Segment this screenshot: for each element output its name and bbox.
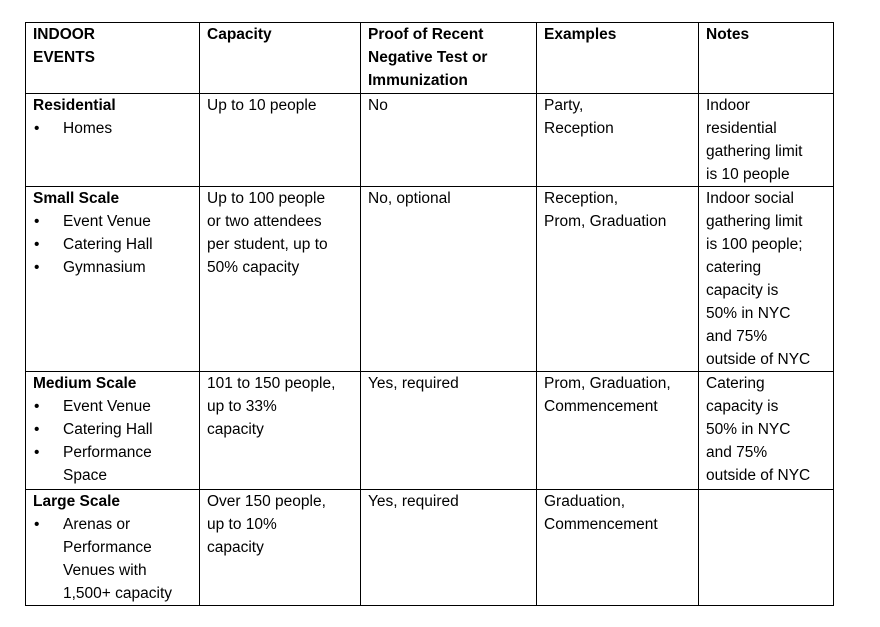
proof-cell: [361, 187, 537, 372]
venue-list-item: [33, 117, 195, 140]
capacity-text: 101 to 150 people,: [207, 375, 336, 392]
capacity-text: or two attendees: [207, 213, 322, 230]
venue-text: Space: [63, 467, 107, 484]
notes-cell: [699, 94, 834, 187]
notes-text: 50% in NYC: [706, 421, 791, 438]
header-indoor-events: [26, 23, 200, 94]
header-examples: [537, 23, 699, 94]
notes-text: residential: [706, 120, 777, 137]
examples-text: Graduation,: [544, 493, 625, 510]
examples-text: Prom, Graduation,: [544, 375, 671, 392]
venue-text: • Event Venue: [63, 398, 151, 415]
proof-cell: [361, 490, 537, 606]
examples-cell: [537, 490, 699, 606]
capacity-text: capacity: [207, 539, 264, 556]
proof-text: Yes, required: [368, 493, 459, 510]
table-row: [26, 372, 834, 490]
examples-text: Commencement: [544, 398, 658, 415]
venue-list-item: [33, 233, 195, 256]
venue-text: • Performance: [63, 444, 152, 461]
event-category-cell: [26, 94, 200, 187]
capacity-text: up to 33%: [207, 398, 277, 415]
notes-text: catering: [706, 259, 762, 276]
venue-text: Venues with: [63, 562, 147, 579]
venue-text: • Gymnasium: [63, 259, 146, 276]
venue-list-item: [33, 418, 195, 441]
notes-text: capacity is: [706, 282, 779, 299]
header-text: Negative Test or: [368, 49, 488, 66]
venue-list: [33, 210, 195, 279]
header-text: Proof of Recent: [368, 26, 484, 43]
examples-cell: [537, 94, 699, 187]
venue-text: 1,500+ capacity: [63, 585, 173, 602]
table-row: [26, 94, 834, 187]
venue-list-item: [33, 513, 195, 605]
notes-text: outside of NYC: [706, 467, 811, 484]
notes-text: Indoor social: [706, 190, 794, 207]
header-text: Examples: [544, 26, 617, 43]
event-category-cell: [26, 372, 200, 490]
examples-text: Prom, Graduation: [544, 213, 667, 230]
proof-text: No, optional: [368, 190, 451, 207]
venue-list-item: [33, 441, 195, 487]
capacity-text: 50% capacity: [207, 259, 300, 276]
notes-text: 50% in NYC: [706, 305, 791, 322]
event-category-title: Small Scale: [33, 190, 120, 207]
venue-list: [33, 395, 195, 487]
notes-cell: [699, 490, 834, 606]
notes-text: Catering: [706, 375, 765, 392]
event-category-title: Residential: [33, 97, 116, 114]
capacity-text: Over 150 people,: [207, 493, 326, 510]
notes-text: and 75%: [706, 444, 768, 461]
header-proof: [361, 23, 537, 94]
capacity-text: capacity: [207, 421, 264, 438]
venue-list: [33, 117, 195, 140]
venue-text: Performance: [63, 539, 152, 556]
event-category-title: Medium Scale: [33, 375, 137, 392]
header-text: EVENTS: [33, 49, 96, 66]
venue-list-item: [33, 210, 195, 233]
notes-cell: [699, 187, 834, 372]
notes-text: capacity is: [706, 398, 779, 415]
venue-text: • Catering Hall: [63, 421, 153, 438]
header-text: Notes: [706, 26, 750, 43]
capacity-cell: [200, 94, 361, 187]
header-text: Capacity: [207, 26, 272, 43]
examples-text: Party,: [544, 97, 584, 114]
table-body: [26, 94, 834, 606]
table-row: [26, 187, 834, 372]
capacity-cell: [200, 372, 361, 490]
notes-text: gathering limit: [706, 143, 803, 160]
notes-cell: [699, 372, 834, 490]
notes-text: is 100 people;: [706, 236, 803, 253]
capacity-text: per student, up to: [207, 236, 328, 253]
venue-text: • Catering Hall: [63, 236, 153, 253]
header-notes: [699, 23, 834, 94]
venue-text: • Event Venue: [63, 213, 151, 230]
examples-text: Reception,: [544, 190, 619, 207]
notes-text: Indoor: [706, 97, 750, 114]
examples-cell: [537, 372, 699, 490]
examples-text: Reception: [544, 120, 614, 137]
proof-cell: [361, 94, 537, 187]
venue-list: [33, 513, 195, 605]
proof-text: Yes, required: [368, 375, 459, 392]
header-text: Immunization: [368, 72, 468, 89]
notes-text: is 10 people: [706, 166, 790, 183]
header-capacity: [200, 23, 361, 94]
event-category-cell: [26, 490, 200, 606]
notes-text: and 75%: [706, 328, 768, 345]
capacity-cell: [200, 490, 361, 606]
venue-text: • Homes: [63, 120, 113, 137]
header-row: [26, 23, 834, 94]
indoor-events-table: [25, 22, 834, 606]
event-category-title: Large Scale: [33, 493, 121, 510]
venue-list-item: [33, 256, 195, 279]
venue-text: • Arenas or: [63, 516, 131, 533]
notes-text: gathering limit: [706, 213, 803, 230]
capacity-text: Up to 10 people: [207, 97, 317, 114]
capacity-text: Up to 100 people: [207, 190, 326, 207]
venue-list-item: [33, 395, 195, 418]
proof-cell: [361, 372, 537, 490]
capacity-cell: [200, 187, 361, 372]
capacity-text: up to 10%: [207, 516, 277, 533]
examples-text: Commencement: [544, 516, 658, 533]
table-row: [26, 490, 834, 606]
notes-text: outside of NYC: [706, 351, 811, 368]
header-text: INDOOR: [33, 26, 95, 43]
proof-text: No: [368, 97, 388, 114]
event-category-cell: [26, 187, 200, 372]
examples-cell: [537, 187, 699, 372]
